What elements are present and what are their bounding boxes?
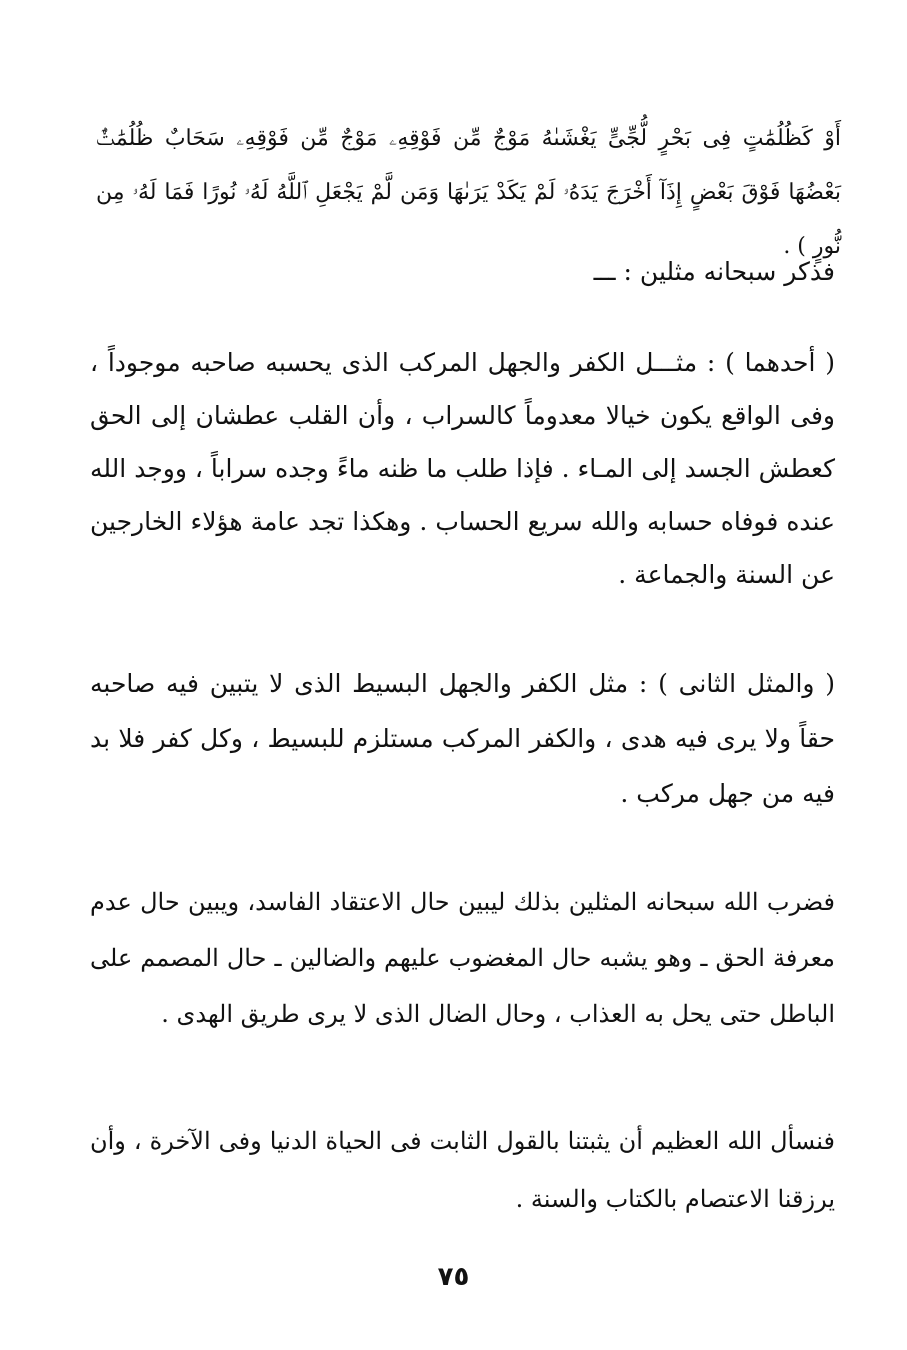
page-number: ٧٥ — [437, 1262, 470, 1292]
paragraph-first-example: ( أحدهما ) : مثـــل الكفر والجهل المركب الذى يحسبه صاحبه موجوداً ، وفى الواقع يكون خيالا معدوماً كالسراب ، وأن القلب عطشان إلى الحق كعطش الجسد إلى المـاء . فإذا طلب ما ظنه ماءً وجده سراباً ، ووجد الله عنده فوفاه حسابه والله سريع الحساب . وهكذا تجد عامة هؤلاء الخارجين عن السنة والجماعة . — [90, 348, 835, 589]
paragraph-explanation: فضرب الله سبحانه المثلين بذلك ليبين حال الاعتقاد الفاسد، ويبين حال عدم معرفة الحق ـ وهو يشبه حال المغضوب عليهم والضالين ـ حال المصمم على الباطل حتى يحل به العذاب ، وحال الضال الذى لا يرى طريق الهدى . — [90, 888, 835, 1028]
quran-verse: أَوْ كَظُلُمَٰتٍ فِى بَحْرٍ لُّجِّىٍّ يَغْشَىٰهُ مَوْجٌ مِّن فَوْقِهِۦ مَوْجٌ مِّن فَوْقِهِۦ سَحَابٌ ظُلُمَٰتٌۢ بَعْضُهَا فَوْقَ بَعْضٍ إِذَآ أَخْرَجَ يَدَهُۥ لَمْ يَكَدْ يَرَىٰهَا وَمَن لَّمْ يَجْعَلِ ٱللَّهُ لَهُۥ نُورًا فَمَا لَهُۥ مِن نُّورٍ ) . — [96, 126, 841, 259]
paragraph-second-example: ( والمثل الثانى ) : مثل الكفر والجهل البسيط الذى لا يتبين فيه صاحبه حقاً ولا يرى فيه هدى ، والكفر المركب مستلزم للبسيط ، وكل كفر فلا بد فيه من جهل مركب . — [90, 669, 835, 808]
intro-line: فذكر سبحانه مثلين : ـــ — [593, 257, 835, 286]
paragraph-supplication: فنسأل الله العظيم أن يثبتنا بالقول الثابت فى الحياة الدنيا وفى الآخرة ، وأن يرزقنا الاعتصام بالكتاب والسنة . — [90, 1127, 835, 1213]
